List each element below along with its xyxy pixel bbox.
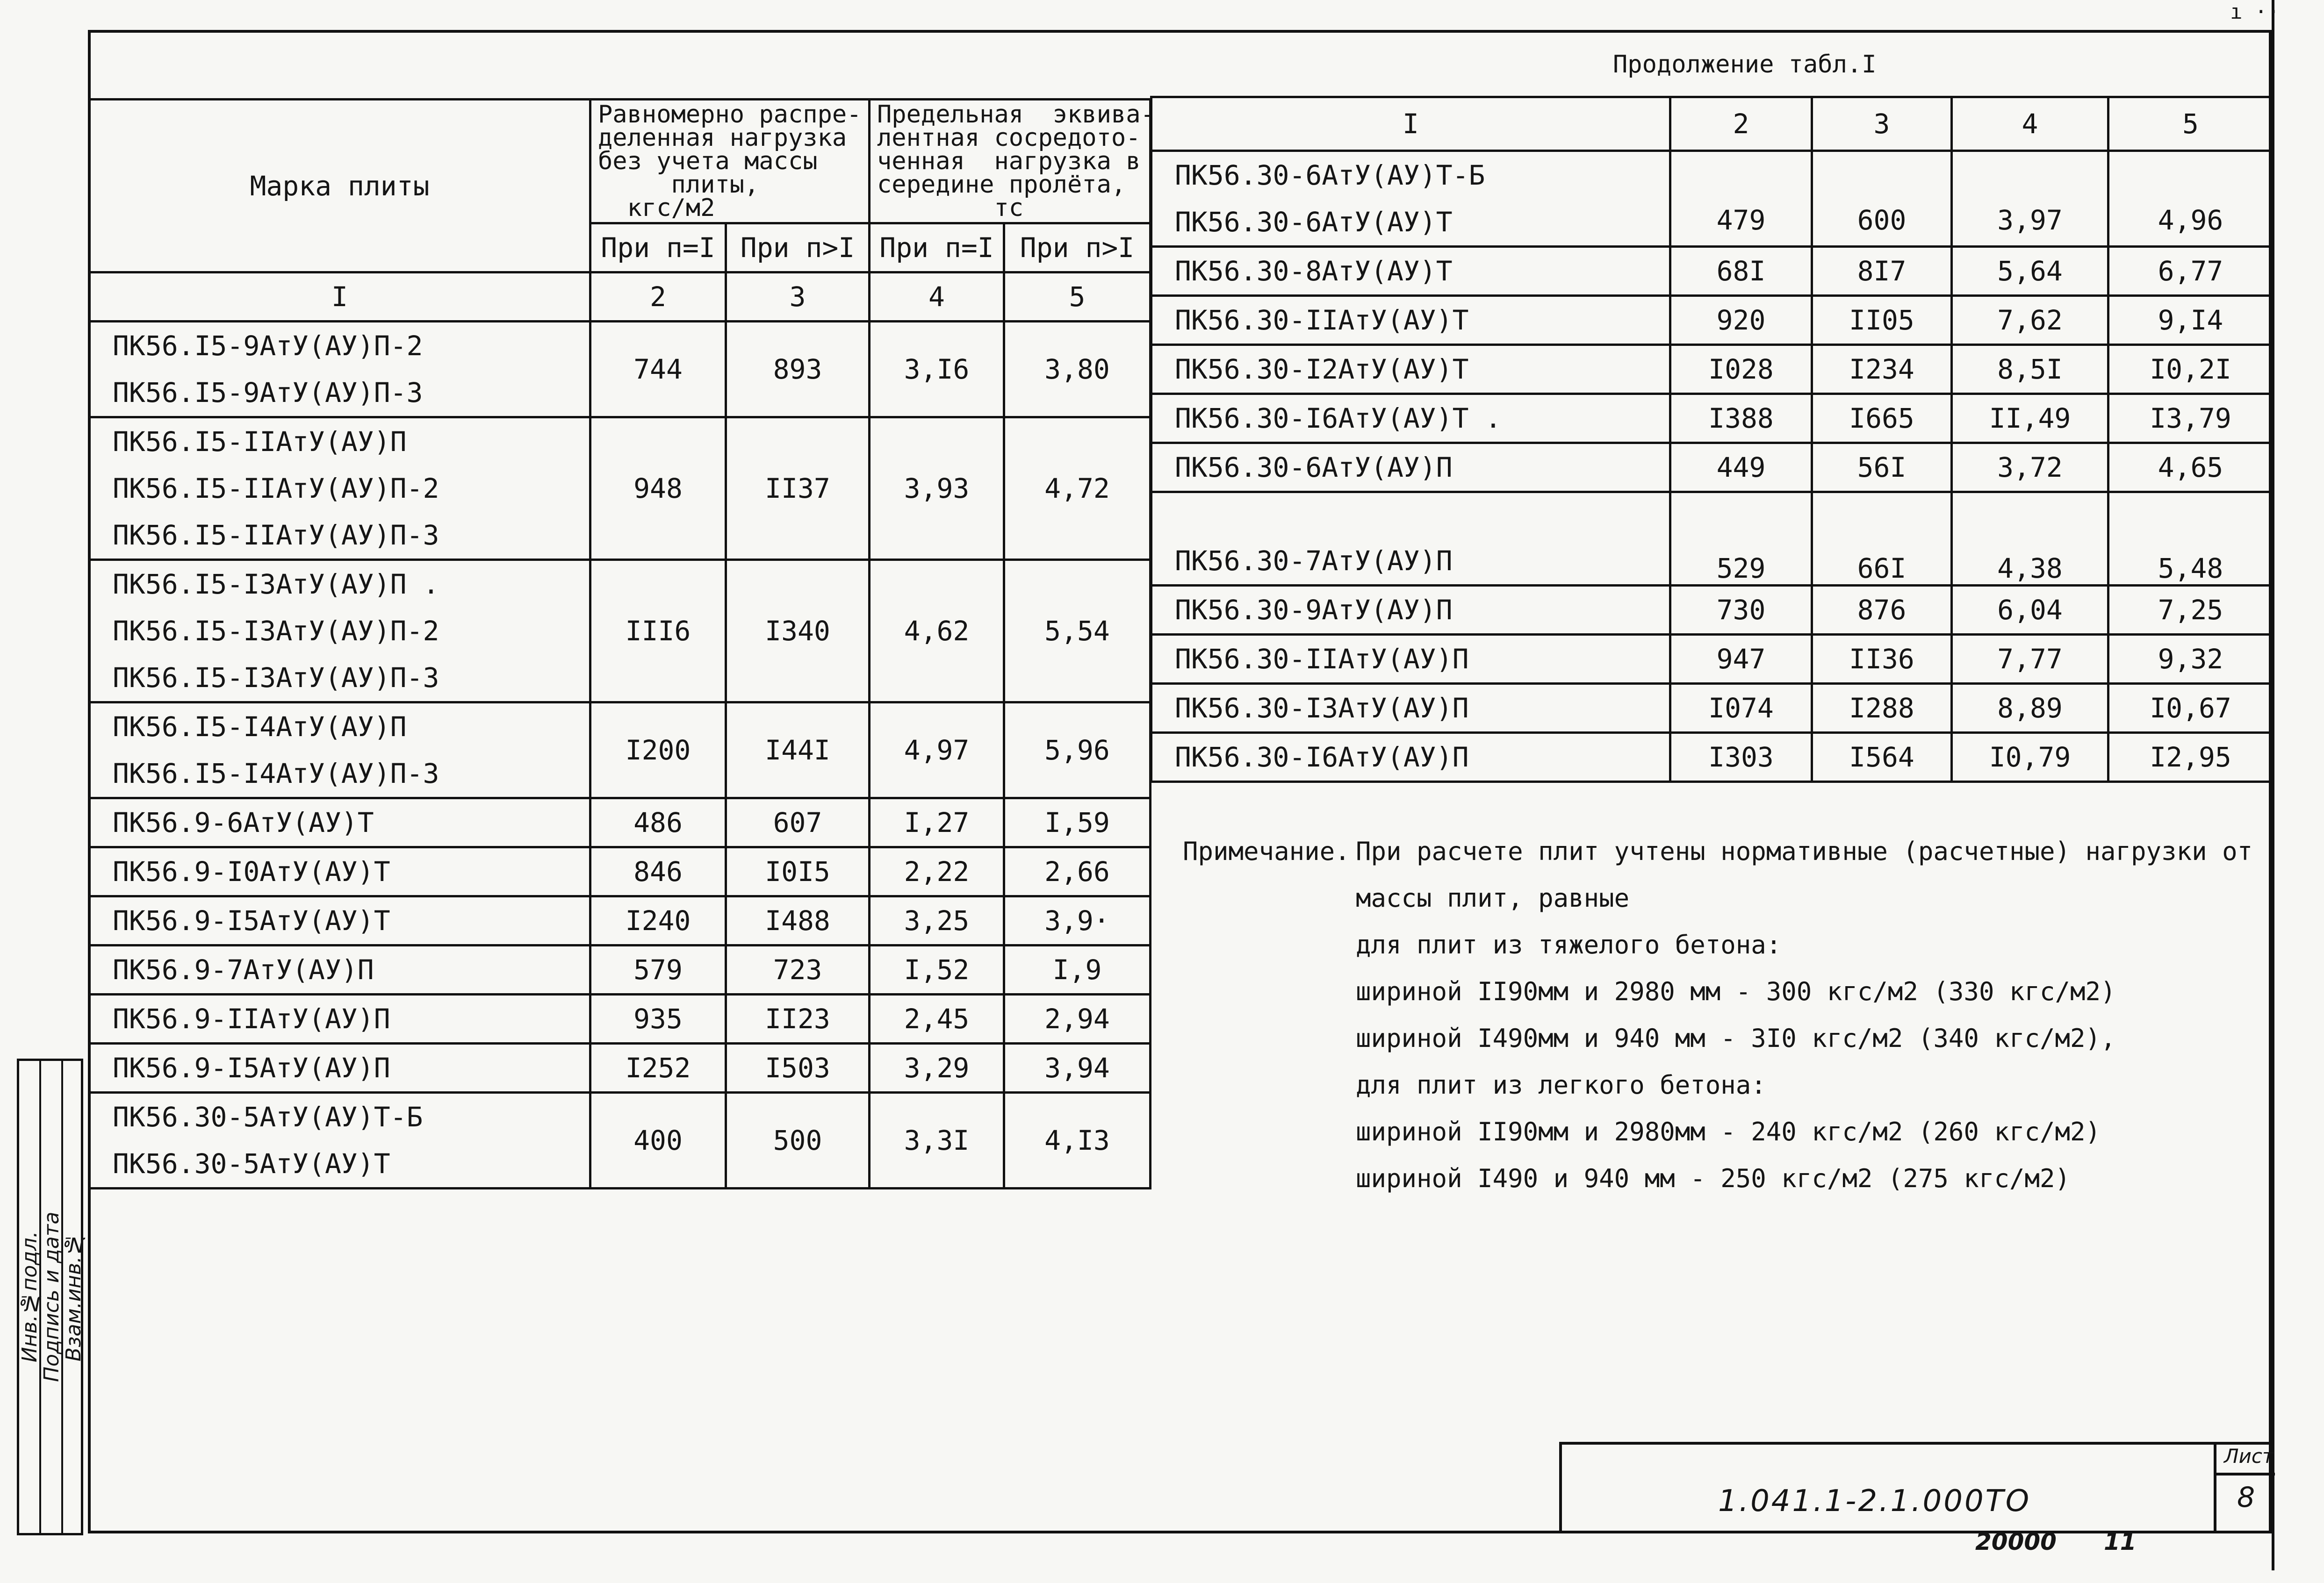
plate-mark: ПК56.I5-IIАтУ(АУ)П-2 [89, 465, 590, 512]
title-block [1559, 1442, 2272, 1535]
plate-mark: ПК56.9-I5АтУ(АУ)Т [89, 896, 590, 946]
value-cell: 9,I4 [2108, 296, 2273, 345]
sheet-label: Лист [2224, 1445, 2274, 1468]
table-row [1151, 586, 2273, 635]
value-cell: I,59 [1004, 798, 1151, 847]
continuation-label: Продолжение табл.I [1613, 50, 1877, 79]
value-cell: 2,22 [870, 847, 1004, 896]
value-cell: 529 [1670, 492, 1812, 586]
value-cell: 66I [1812, 492, 1952, 586]
value-cell: 4,38 [1952, 492, 2108, 586]
note [1183, 828, 2252, 1202]
value-cell: I028 [1670, 345, 1812, 394]
sheet-cell [2214, 1442, 2272, 1533]
value-cell: 5,48 [2108, 492, 2273, 586]
footer-left: 20000 [1975, 1528, 2057, 1555]
value-cell: 5,96 [1004, 702, 1151, 798]
corner-mark: ı ·· [2230, 0, 2280, 24]
table-row [1151, 443, 2273, 492]
plate-mark: ПК56.I5-I3АтУ(АУ)П-2 [89, 608, 590, 654]
value-cell: I074 [1670, 684, 1812, 733]
value-cell: 9,32 [2108, 635, 2273, 684]
value-cell: 4,I3 [1004, 1093, 1151, 1189]
plate-mark: ПК56.30-9АтУ(АУ)П [1151, 586, 1670, 635]
column-number: 2 [1670, 97, 1812, 151]
value-cell: II37 [726, 417, 870, 560]
subheader: При п>I [1004, 223, 1151, 272]
note-line: шириной II90мм и 2980мм - 240 кгс/м2 (260 кгс/м2) [1356, 1117, 2101, 1146]
table-row [89, 798, 1151, 847]
value-cell: 3,25 [870, 896, 1004, 946]
table-row [89, 1044, 1151, 1093]
value-cell: I288 [1812, 684, 1952, 733]
value-cell: I503 [726, 1044, 870, 1093]
table-row [1151, 635, 2273, 684]
plate-mark: ПК56.30-7АтУ(АУ)П [1151, 492, 1670, 586]
document-code: 1.041.1-2.1.000ТО [1718, 1484, 2031, 1519]
value-cell: 876 [1812, 586, 1952, 635]
value-cell: I,27 [870, 798, 1004, 847]
table-row [89, 322, 1151, 370]
plate-mark: ПК56.9-7АтУ(АУ)П [89, 946, 590, 995]
value-cell: 948 [590, 417, 726, 560]
note-line: шириной I490 и 940 мм - 250 кгс/м2 (275 кгс/м2) [1356, 1164, 2071, 1193]
value-cell: I234 [1812, 345, 1952, 394]
value-cell: 2,66 [1004, 847, 1151, 896]
value-cell: 3,80 [1004, 322, 1151, 417]
value-cell: I665 [1812, 394, 1952, 443]
column-number: 3 [726, 272, 870, 322]
value-cell: I388 [1670, 394, 1812, 443]
subheader: При п=I [590, 223, 726, 272]
plate-mark: ПК56.30-8АтУ(АУ)Т [1151, 247, 1670, 296]
value-cell: 3,97 [1952, 151, 2108, 247]
note-line: массы плит, равные [1356, 883, 1630, 913]
plate-mark: ПК56.30-6АтУ(АУ)Т [1151, 199, 1670, 247]
value-cell: II36 [1812, 635, 1952, 684]
approval-sidebar [17, 1059, 86, 1535]
footer-right: 11 [2104, 1528, 2137, 1555]
value-cell: I0,2I [2108, 345, 2273, 394]
value-cell: 3,9· [1004, 896, 1151, 946]
value-cell: 920 [1670, 296, 1812, 345]
plate-mark: ПК56.30-IIАтУ(АУ)П [1151, 635, 1670, 684]
plate-mark: ПК56.I5-9АтУ(АУ)П-2 [89, 322, 590, 370]
value-cell: 3,I6 [870, 322, 1004, 417]
value-cell: I0,67 [2108, 684, 2273, 733]
value-cell: 5,64 [1952, 247, 2108, 296]
column-number: 3 [1812, 97, 1952, 151]
note-line: для плит из тяжелого бетона: [1356, 930, 1782, 960]
value-cell: 5,54 [1004, 560, 1151, 702]
value-cell: I303 [1670, 733, 1812, 782]
column-number: 4 [1952, 97, 2108, 151]
value-cell: 600 [1812, 151, 1952, 247]
plate-mark: ПК56.I5-9АтУ(АУ)П-3 [89, 369, 590, 417]
left-table [88, 98, 1155, 1189]
value-cell: 846 [590, 847, 726, 896]
value-cell: 4,65 [2108, 443, 2273, 492]
value-cell: I2,95 [2108, 733, 2273, 782]
value-cell: I44I [726, 702, 870, 798]
value-cell: 4,62 [870, 560, 1004, 702]
plate-mark: ПК56.30-I3АтУ(АУ)П [1151, 684, 1670, 733]
table-row [1151, 492, 2273, 586]
value-cell: 3,94 [1004, 1044, 1151, 1093]
value-cell: 947 [1670, 635, 1812, 684]
value-cell: 4,72 [1004, 417, 1151, 560]
value-cell: 744 [590, 322, 726, 417]
value-cell: 730 [1670, 586, 1812, 635]
sidebar-label: Взам.инв.№ [62, 1232, 86, 1362]
value-cell: 7,25 [2108, 586, 2273, 635]
plate-mark: ПК56.9-I5АтУ(АУ)П [89, 1044, 590, 1093]
value-cell: I252 [590, 1044, 726, 1093]
value-cell: 400 [590, 1093, 726, 1189]
value-cell: II23 [726, 995, 870, 1044]
value-cell: 8I7 [1812, 247, 1952, 296]
table-row [1151, 345, 2273, 394]
column-number: 5 [1004, 272, 1151, 322]
sidebar-label: Инв.№подл. [18, 1231, 42, 1363]
value-cell: I0I5 [726, 847, 870, 896]
value-cell: I,9 [1004, 946, 1151, 995]
value-cell: 2,45 [870, 995, 1004, 1044]
plate-mark: ПК56.I5-I3АтУ(АУ)П-3 [89, 654, 590, 702]
table-row [89, 896, 1151, 946]
plate-mark: ПК56.30-6АтУ(АУ)Т-Б [1151, 151, 1670, 199]
table-row [89, 1093, 1151, 1141]
value-cell: 68I [1670, 247, 1812, 296]
plate-mark: ПК56.30-IIАтУ(АУ)Т [1151, 296, 1670, 345]
value-cell: 8,89 [1952, 684, 2108, 733]
table-row [1151, 151, 2273, 199]
plate-mark: ПК56.30-5АтУ(АУ)Т-Б [89, 1093, 590, 1141]
value-cell: I,52 [870, 946, 1004, 995]
table-row [89, 995, 1151, 1044]
value-cell: I3,79 [2108, 394, 2273, 443]
value-cell: 486 [590, 798, 726, 847]
value-cell: 6,77 [2108, 247, 2273, 296]
value-cell: 7,62 [1952, 296, 2108, 345]
header-uniform-load: Равномерно распре- деленная нагрузка без учета массы плиты, кгс/м2 [590, 100, 870, 223]
plate-mark: ПК56.9-6АтУ(АУ)Т [89, 798, 590, 847]
value-cell: 7,77 [1952, 635, 2108, 684]
plate-mark: ПК56.I5-I3АтУ(АУ)П . [89, 560, 590, 608]
plate-mark: ПК56.30-6АтУ(АУ)П [1151, 443, 1670, 492]
column-number: 5 [2108, 97, 2273, 151]
subheader: При п=I [870, 223, 1004, 272]
value-cell: I564 [1812, 733, 1952, 782]
value-cell: I240 [590, 896, 726, 946]
header-mark: Марка плиты [89, 100, 590, 272]
value-cell: 607 [726, 798, 870, 847]
value-cell: 4,96 [2108, 151, 2273, 247]
value-cell: I488 [726, 896, 870, 946]
value-cell: 579 [590, 946, 726, 995]
column-number: 2 [590, 272, 726, 322]
value-cell: 935 [590, 995, 726, 1044]
plate-mark: ПК56.30-5АтУ(АУ)Т [89, 1140, 590, 1189]
value-cell: III6 [590, 560, 726, 702]
table-row [1151, 684, 2273, 733]
plate-mark: ПК56.I5-IIАтУ(АУ)П [89, 417, 590, 466]
right-table [1150, 96, 2274, 783]
column-number: I [1151, 97, 1670, 151]
value-cell: 6,04 [1952, 586, 2108, 635]
plate-mark: ПК56.I5-IIАтУ(АУ)П-3 [89, 512, 590, 560]
sidebar-label: Подпись и дата [40, 1211, 64, 1382]
value-cell: I200 [590, 702, 726, 798]
note-line: шириной I490мм и 940 мм - 3I0 кгс/м2 (340 кгс/м2), [1356, 1024, 2116, 1053]
value-cell: II,49 [1952, 394, 2108, 443]
plate-mark: ПК56.30-I6АтУ(АУ)П [1151, 733, 1670, 782]
table-row [1151, 296, 2273, 345]
note-line: шириной II90мм и 2980 мм - 300 кгс/м2 (330 кгс/м2) [1356, 977, 2116, 1006]
value-cell: 3,3I [870, 1093, 1004, 1189]
sheet-number: 8 [2237, 1481, 2255, 1514]
plate-mark: ПК56.I5-I4АтУ(АУ)П-3 [89, 750, 590, 798]
column-number: I [89, 272, 590, 322]
subheader: При п>I [726, 223, 870, 272]
header-concentrated-load: Предельная эквива- лентная сосредото- ченная нагрузка в середине пролёта, тс [870, 100, 1151, 223]
table-row [1151, 733, 2273, 782]
table-row [89, 946, 1151, 995]
column-number: 4 [870, 272, 1004, 322]
note-line: При расчете плит учтены нормативные (расчетные) нагрузки от [1356, 837, 2253, 866]
value-cell: I0,79 [1952, 733, 2108, 782]
value-cell: 8,5I [1952, 345, 2108, 394]
table-row [89, 847, 1151, 896]
value-cell: II05 [1812, 296, 1952, 345]
value-cell: 3,93 [870, 417, 1004, 560]
value-cell: 479 [1670, 151, 1812, 247]
value-cell: 449 [1670, 443, 1812, 492]
plate-mark: ПК56.I5-I4АтУ(АУ)П [89, 702, 590, 751]
value-cell: 500 [726, 1093, 870, 1189]
value-cell: 3,72 [1952, 443, 2108, 492]
table-row [1151, 247, 2273, 296]
plate-mark: ПК56.9-I0АтУ(АУ)Т [89, 847, 590, 896]
plate-mark: ПК56.30-I6АтУ(АУ)Т . [1151, 394, 1670, 443]
value-cell: 4,97 [870, 702, 1004, 798]
table-row [89, 417, 1151, 466]
value-cell: I340 [726, 560, 870, 702]
value-cell: 723 [726, 946, 870, 995]
table-row [1151, 394, 2273, 443]
value-cell: 893 [726, 322, 870, 417]
plate-mark: ПК56.30-I2АтУ(АУ)Т [1151, 345, 1670, 394]
note-label: Примечание. [1183, 837, 1350, 866]
value-cell: 56I [1812, 443, 1952, 492]
note-line: для плит из легкого бетона: [1356, 1070, 1766, 1100]
value-cell: 2,94 [1004, 995, 1151, 1044]
plate-mark: ПК56.9-IIАтУ(АУ)П [89, 995, 590, 1044]
table-row [89, 560, 1151, 608]
value-cell: 3,29 [870, 1044, 1004, 1093]
table-row [89, 702, 1151, 751]
